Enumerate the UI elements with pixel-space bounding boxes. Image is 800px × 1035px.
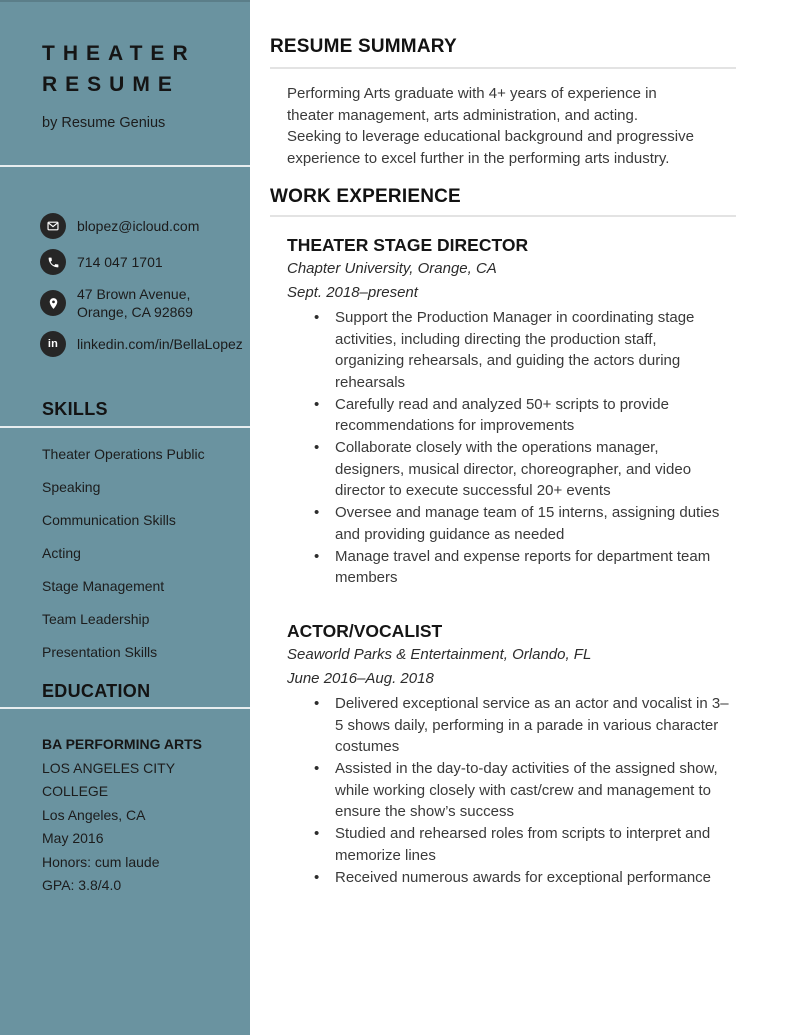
email-icon xyxy=(40,213,66,239)
bullet-item: • Manage travel and expense reports for department team members xyxy=(335,546,729,589)
bullet-item: • Support the Production Manager in coordinating stage activities, including directing the production staff, organizing rehearsals, and guiding the actors during rehearsals xyxy=(335,307,729,394)
skill-item: Communication Skills xyxy=(42,512,176,528)
job-title: ACTOR/VOCALIST xyxy=(287,620,443,641)
education-line: GPA: 3.8/4.0 xyxy=(42,877,122,893)
education-line: May 2016 xyxy=(42,830,104,846)
skills-divider xyxy=(0,426,250,428)
sidebar-divider xyxy=(0,165,250,167)
address-line1: 47 Brown Avenue, xyxy=(77,286,191,302)
job-dates: Sept. 2018–present xyxy=(287,283,418,301)
bullet-item: • Assisted in the day-to-day activities of the assigned show, while working closely with cast/crew and management to ensure the show’s success xyxy=(335,758,729,823)
skill-item: Acting xyxy=(42,545,81,561)
job-company: Chapter University, Orange, CA xyxy=(287,259,497,277)
job-actor-vocalist xyxy=(287,619,736,888)
bullet-list xyxy=(287,307,736,589)
skill-item: Theater Operations Public xyxy=(42,446,205,462)
bullet-item: • Studied and rehearsed roles from scripts to interpret and memorize lines xyxy=(335,823,729,866)
skills-list xyxy=(42,444,236,662)
education-degree: BA PERFORMING ARTS xyxy=(42,736,202,752)
bullet-item: • Delivered exceptional service as an actor and vocalist in 3–5 shows daily, performing in a parade in various character costumes xyxy=(335,693,729,758)
job-theater-stage-director xyxy=(287,233,736,589)
main-column xyxy=(270,0,736,888)
job-company: Seaworld Parks & Entertainment, Orlando, FL xyxy=(287,645,592,663)
bullet-list xyxy=(287,693,736,888)
byline: by Resume Genius xyxy=(42,115,166,131)
education-divider xyxy=(0,707,250,709)
phone-text xyxy=(77,253,163,271)
address-text xyxy=(77,285,193,321)
education-line: Honors: cum laude xyxy=(42,853,160,870)
linkedin-icon: in xyxy=(40,331,66,357)
resume-title xyxy=(42,38,236,100)
phone-icon xyxy=(40,249,66,275)
contact-phone xyxy=(40,249,236,275)
skill-item: Stage Management xyxy=(42,578,165,594)
summary-heading: RESUME SUMMARY xyxy=(270,36,457,57)
resume-title-line1: THEATER xyxy=(42,42,196,65)
contact-address xyxy=(40,285,236,321)
email-value: blopez@icloud.com xyxy=(77,218,200,234)
resume-title-line2: RESUME xyxy=(42,73,180,96)
experience-heading: WORK EXPERIENCE xyxy=(270,185,461,207)
phone-value: 714 047 1701 xyxy=(77,254,163,270)
location-icon xyxy=(40,290,66,316)
job-title: THEATER STAGE DIRECTOR xyxy=(287,234,529,255)
email-text xyxy=(77,217,199,235)
education-line: Los Angeles, CA xyxy=(42,806,146,823)
skill-item: Presentation Skills xyxy=(42,644,158,660)
bullet-item: • Collaborate closely with the operations manager, designers, musical director, choreographer, and video director to execute successful 20+ events xyxy=(335,437,729,502)
education-block xyxy=(42,733,236,898)
job-dates: June 2016–Aug. 2018 xyxy=(287,669,434,687)
skill-item: Team Leadership xyxy=(42,611,150,627)
skill-item: Speaking xyxy=(42,479,101,495)
contact-list xyxy=(40,213,243,357)
education-line: LOS ANGELES CITY COLLEGE xyxy=(42,759,175,799)
contact-email xyxy=(40,213,236,239)
experience-rule xyxy=(270,215,736,217)
bullet-item: • Received numerous awards for exceptional performance xyxy=(335,867,729,889)
bullet-item: • Carefully read and analyzed 50+ scripts to provide recommendations for improvements xyxy=(335,394,729,437)
linkedin-value: linkedin.com/in/BellaLopez xyxy=(77,336,243,352)
bullet-item: • Oversee and manage team of 15 interns, assigning duties and providing guidance as needed xyxy=(335,502,729,545)
skills-heading: SKILLS xyxy=(42,399,108,419)
summary-text: Performing Arts graduate with 4+ years of experience in theater management, arts administration, and acting. Seeking to leverage educational background and progressive experience to excel further in the performing arts industry. xyxy=(287,85,694,168)
sidebar xyxy=(0,0,250,1035)
address-line2: Orange, CA 92869 xyxy=(77,304,193,320)
linkedin-text xyxy=(77,335,243,353)
education-heading: EDUCATION xyxy=(42,681,151,701)
contact-linkedin xyxy=(40,331,243,357)
summary-rule xyxy=(270,67,736,69)
